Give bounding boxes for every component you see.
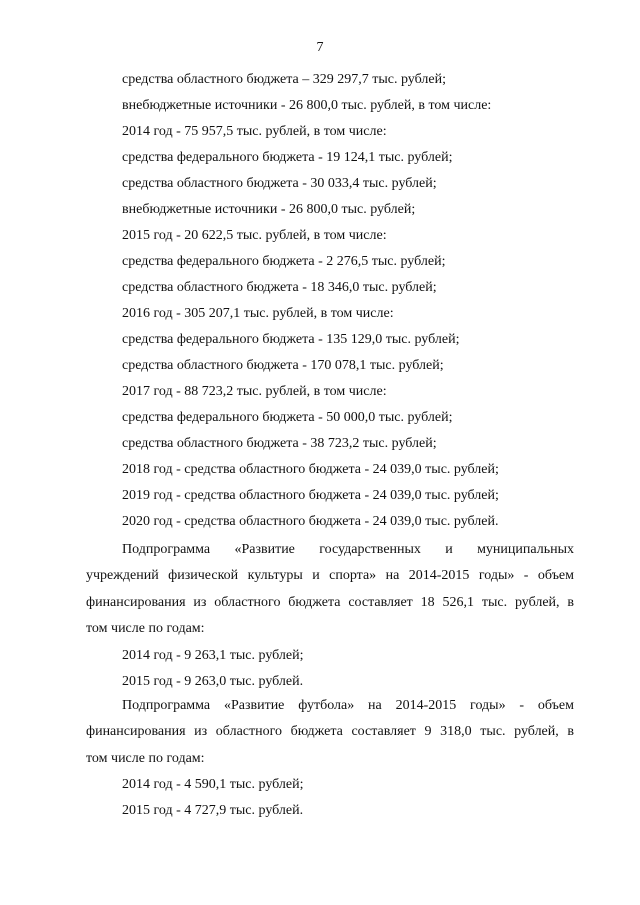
funding-line: 2014 год - 75 957,5 тыс. рублей, в том числе:: [122, 124, 387, 139]
subprogram-2-years: [122, 775, 304, 827]
subprogram-1-paragraph: [86, 540, 574, 645]
year-line: 2014 год - 4 590,1 тыс. рублей;: [122, 777, 304, 792]
funding-line: средства областного бюджета - 18 346,0 тыс. рублей;: [122, 280, 437, 295]
paragraph-line: том числе по годам:: [86, 750, 205, 766]
funding-line: 2019 год - средства областного бюджета - 24 039,0 тыс. рублей;: [122, 488, 499, 503]
subprogram-1-years: [122, 646, 304, 698]
paragraph-line: Подпрограмма «Развитие футбола» на 2014-2015 годы» - объем: [122, 698, 574, 713]
paragraph-line: финансирования из областного бюджета составляет 9 318,0 тыс. рублей, в: [86, 724, 574, 740]
funding-line: средства федерального бюджета - 19 124,1 тыс. рублей;: [122, 150, 453, 165]
funding-line: средства федерального бюджета - 50 000,0 тыс. рублей;: [122, 410, 453, 425]
funding-line: внебюджетные источники - 26 800,0 тыс. рублей, в том числе:: [122, 98, 492, 113]
funding-line: средства федерального бюджета - 2 276,5 тыс. рублей;: [122, 254, 446, 269]
funding-line: внебюджетные источники - 26 800,0 тыс. рублей;: [122, 202, 416, 217]
subprogram-2-paragraph: [86, 696, 574, 775]
year-line: 2014 год - 9 263,1 тыс. рублей;: [122, 648, 304, 663]
funding-line: 2017 год - 88 723,2 тыс. рублей, в том числе:: [122, 384, 387, 399]
funding-line: 2018 год - средства областного бюджета - 24 039,0 тыс. рублей;: [122, 462, 499, 477]
funding-line: 2016 год - 305 207,1 тыс. рублей, в том числе:: [122, 306, 394, 321]
funding-list: [122, 70, 499, 538]
year-line: 2015 год - 9 263,0 тыс. рублей.: [122, 674, 304, 689]
paragraph-line: том числе по годам:: [86, 620, 205, 636]
paragraph-line: финансирования из областного бюджета составляет 18 526,1 тыс. рублей, в: [86, 594, 574, 610]
paragraph-line: Подпрограмма «Развитие государственных и муниципальных: [122, 542, 574, 557]
funding-line: средства областного бюджета – 329 297,7 тыс. рублей;: [122, 72, 446, 87]
funding-line: средства областного бюджета - 38 723,2 тыс. рублей;: [122, 436, 437, 451]
funding-line: 2020 год - средства областного бюджета - 24 039,0 тыс. рублей.: [122, 514, 499, 529]
funding-line: 2015 год - 20 622,5 тыс. рублей, в том числе:: [122, 228, 387, 243]
page-number: 7: [316, 40, 324, 55]
year-line: 2015 год - 4 727,9 тыс. рублей.: [122, 803, 304, 818]
funding-line: средства областного бюджета - 30 033,4 тыс. рублей;: [122, 176, 437, 191]
funding-line: средства федерального бюджета - 135 129,0 тыс. рублей;: [122, 332, 460, 347]
paragraph-line: учреждений физической культуры и спорта» на 2014-2015 годы» - объем: [86, 568, 574, 584]
funding-line: средства областного бюджета - 170 078,1 тыс. рублей;: [122, 358, 444, 373]
